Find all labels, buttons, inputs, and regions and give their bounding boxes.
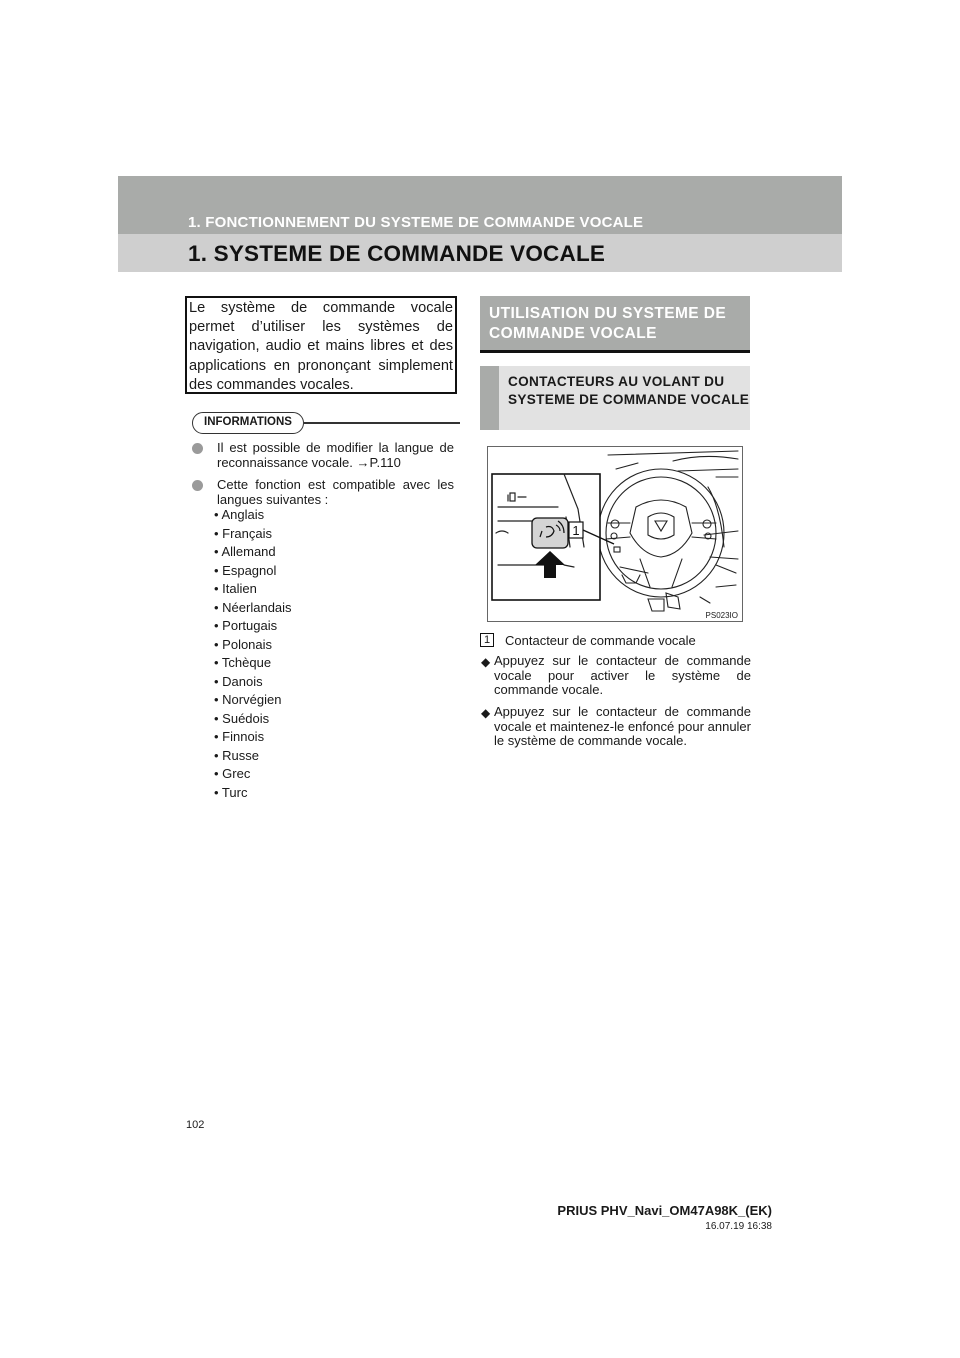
chapter-title: 1. FONCTIONNEMENT DU SYSTEME DE COMMANDE VOCALE — [188, 214, 644, 231]
diamond-bullet-icon: ◆ — [481, 706, 491, 720]
language-item: • Polonais — [214, 636, 273, 652]
usage-bullet — [481, 654, 751, 698]
steering-wheel-illustration — [488, 447, 742, 621]
language-item: • Italien — [214, 581, 257, 596]
language-item: • Tchèque — [214, 655, 272, 670]
language-item: • Danois — [214, 673, 263, 689]
usage-section-title: UTILISATION DU SYSTEME DE COMMANDE VOCALE — [489, 305, 727, 342]
usage-subheader-title: CONTACTEURS AU VOLANT DU SYSTEME DE COMMANDE VOCALE — [508, 374, 750, 408]
language-item: • Portugais — [214, 618, 278, 633]
svg-text:1: 1 — [572, 523, 580, 538]
info-bullet-text: Cette fonction est compatible avec les langues suivantes : — [217, 477, 454, 507]
info-bullet-text: Il est possible de modifier la langue de reconnaissance vocale. →P.110 — [217, 440, 454, 470]
section-title: 1. SYSTEME DE COMMANDE VOCALE — [188, 241, 606, 266]
header-band — [118, 176, 842, 272]
usage-bullet — [481, 705, 751, 749]
diamond-bullet-icon: ◆ — [481, 655, 491, 669]
language-item: • Espagnol — [214, 562, 277, 578]
bullet-dot-icon — [192, 443, 203, 454]
usage-subheader — [480, 366, 750, 430]
informations-rule — [304, 422, 460, 424]
language-item: • Français — [214, 525, 273, 541]
info-bullet — [192, 478, 454, 508]
usage-bullet-text: Appuyez sur le contacteur de commande vocale et maintenez-le enfoncé pour annuler le système de commande vocale. — [494, 704, 751, 749]
language-item: • Allemand — [214, 544, 276, 559]
figure-code: PS023IO — [705, 611, 738, 620]
subheader-bar — [480, 366, 499, 430]
language-item: • Grec — [214, 766, 251, 781]
footer-date: 16.07.19 16:38 — [705, 1221, 772, 1232]
informations-label: INFORMATIONS — [192, 412, 304, 434]
callout-label: Contacteur de commande vocale — [505, 633, 696, 648]
page-number: 102 — [186, 1119, 205, 1131]
language-item: • Russe — [214, 747, 260, 763]
language-item: • Turc — [214, 784, 248, 800]
language-item: • Néerlandais — [214, 599, 292, 615]
footer-model: PRIUS PHV_Navi_OM47A98K_(EK) — [557, 1203, 772, 1218]
steering-wheel-figure — [487, 446, 743, 622]
intro-box: Le système de commande vocale permet d’utiliser les systèmes de navigation, audio et mains libres et des applications en prononçant simplement des commandes vocales. — [185, 296, 457, 394]
usage-section-header — [480, 296, 750, 353]
language-item: • Anglais — [214, 507, 265, 522]
language-item: • Suédois — [214, 710, 270, 726]
callout-number: 1 — [480, 633, 494, 647]
language-item: • Finnois — [214, 729, 265, 744]
bullet-dot-icon — [192, 480, 203, 491]
language-item: • Norvégien — [214, 692, 282, 707]
info-bullet — [192, 441, 454, 471]
usage-bullet-text: Appuyez sur le contacteur de commande vocale pour activer le système de commande vocale. — [494, 653, 751, 698]
